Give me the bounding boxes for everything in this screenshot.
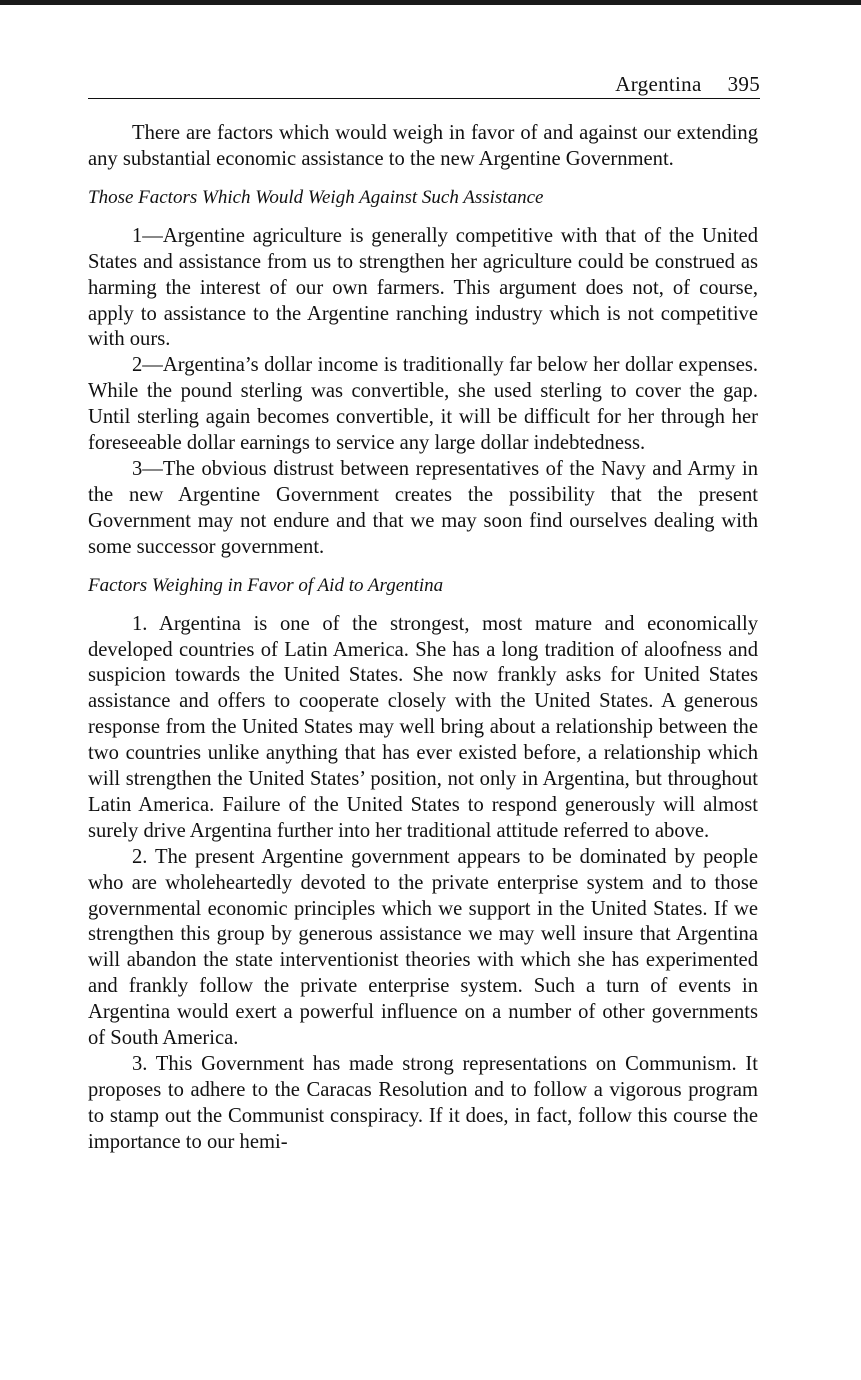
against-paragraph-2: 2—Argentina’s dollar income is traditionally far below her dollar expenses. While the pound sterling was convertible, she used sterling to cover the gap. Until sterling again becomes convertible, it will be difficult for her through her foreseeable dollar earnings to service any large dollar indebtedness.: [88, 354, 758, 455]
favor-paragraph-3: 3. This Government has made strong representations on Communism. It proposes to adhere to the Caracas Resolution and to follow a vigorous program to stamp out the Communist conspiracy. If it does, in fact, follow this course the importance to our hemi-: [88, 1053, 758, 1153]
running-head: [88, 70, 760, 99]
favor-paragraph-2: 2. The present Argentine government appears to be dominated by people who are wholeheartedly devoted to the private enterprise system and to those governmental economic principles which we support in the United States. If we strengthen this group by generous assistance we may well insure that Argentina will abandon the state interventionist theories with which she has experimented and frankly follow the private enterprise system. Such a turn of events in Argentina would exert a powerful influence on a number of other governments of South America.: [88, 845, 758, 1050]
intro-paragraph: There are factors which would weigh in favor of and against our extending any substantial economic assistance to the new Argentine Government.: [88, 122, 758, 170]
document-body: [88, 121, 758, 1156]
section-heading-favor: Factors Weighing in Favor of Aid to Argentina: [88, 574, 444, 596]
against-paragraph-3: 3—The obvious distrust between representatives of the Navy and Army in the new Argentine Government creates the possibility that the present Government may not endure and that we may soon find ourselves dealing with some successor government.: [88, 457, 758, 558]
favor-paragraph-1: 1. Argentina is one of the strongest, most mature and economically developed countries of Latin America. She has a long tradition of aloofness and suspicion towards the United States. She now frankly asks for United States assistance and offers to cooperate closely with the United States. A generous response from the United States may well bring about a relationship between the two countries unlike anything that has ever existed before, a relationship which will strengthen the United States’ position, not only in Argentina, but throughout Latin America. Failure of the United States to respond generously will almost surely drive Argentina further into her traditional attitude referred to above.: [88, 612, 758, 842]
section-heading-against: Those Factors Which Would Weigh Against Such Assistance: [88, 186, 544, 208]
running-title: Argentina: [615, 72, 702, 96]
against-paragraph-1: 1—Argentine agriculture is generally competitive with that of the United States and assistance from us to strengthen her agriculture could be construed as harming the interest of our own farmers. This argument does not, of course, apply to assistance to the Argentine ranching industry which is not competitive with ours.: [88, 224, 758, 351]
page-number: 395: [727, 72, 760, 96]
page-top-edge: [0, 0, 861, 5]
